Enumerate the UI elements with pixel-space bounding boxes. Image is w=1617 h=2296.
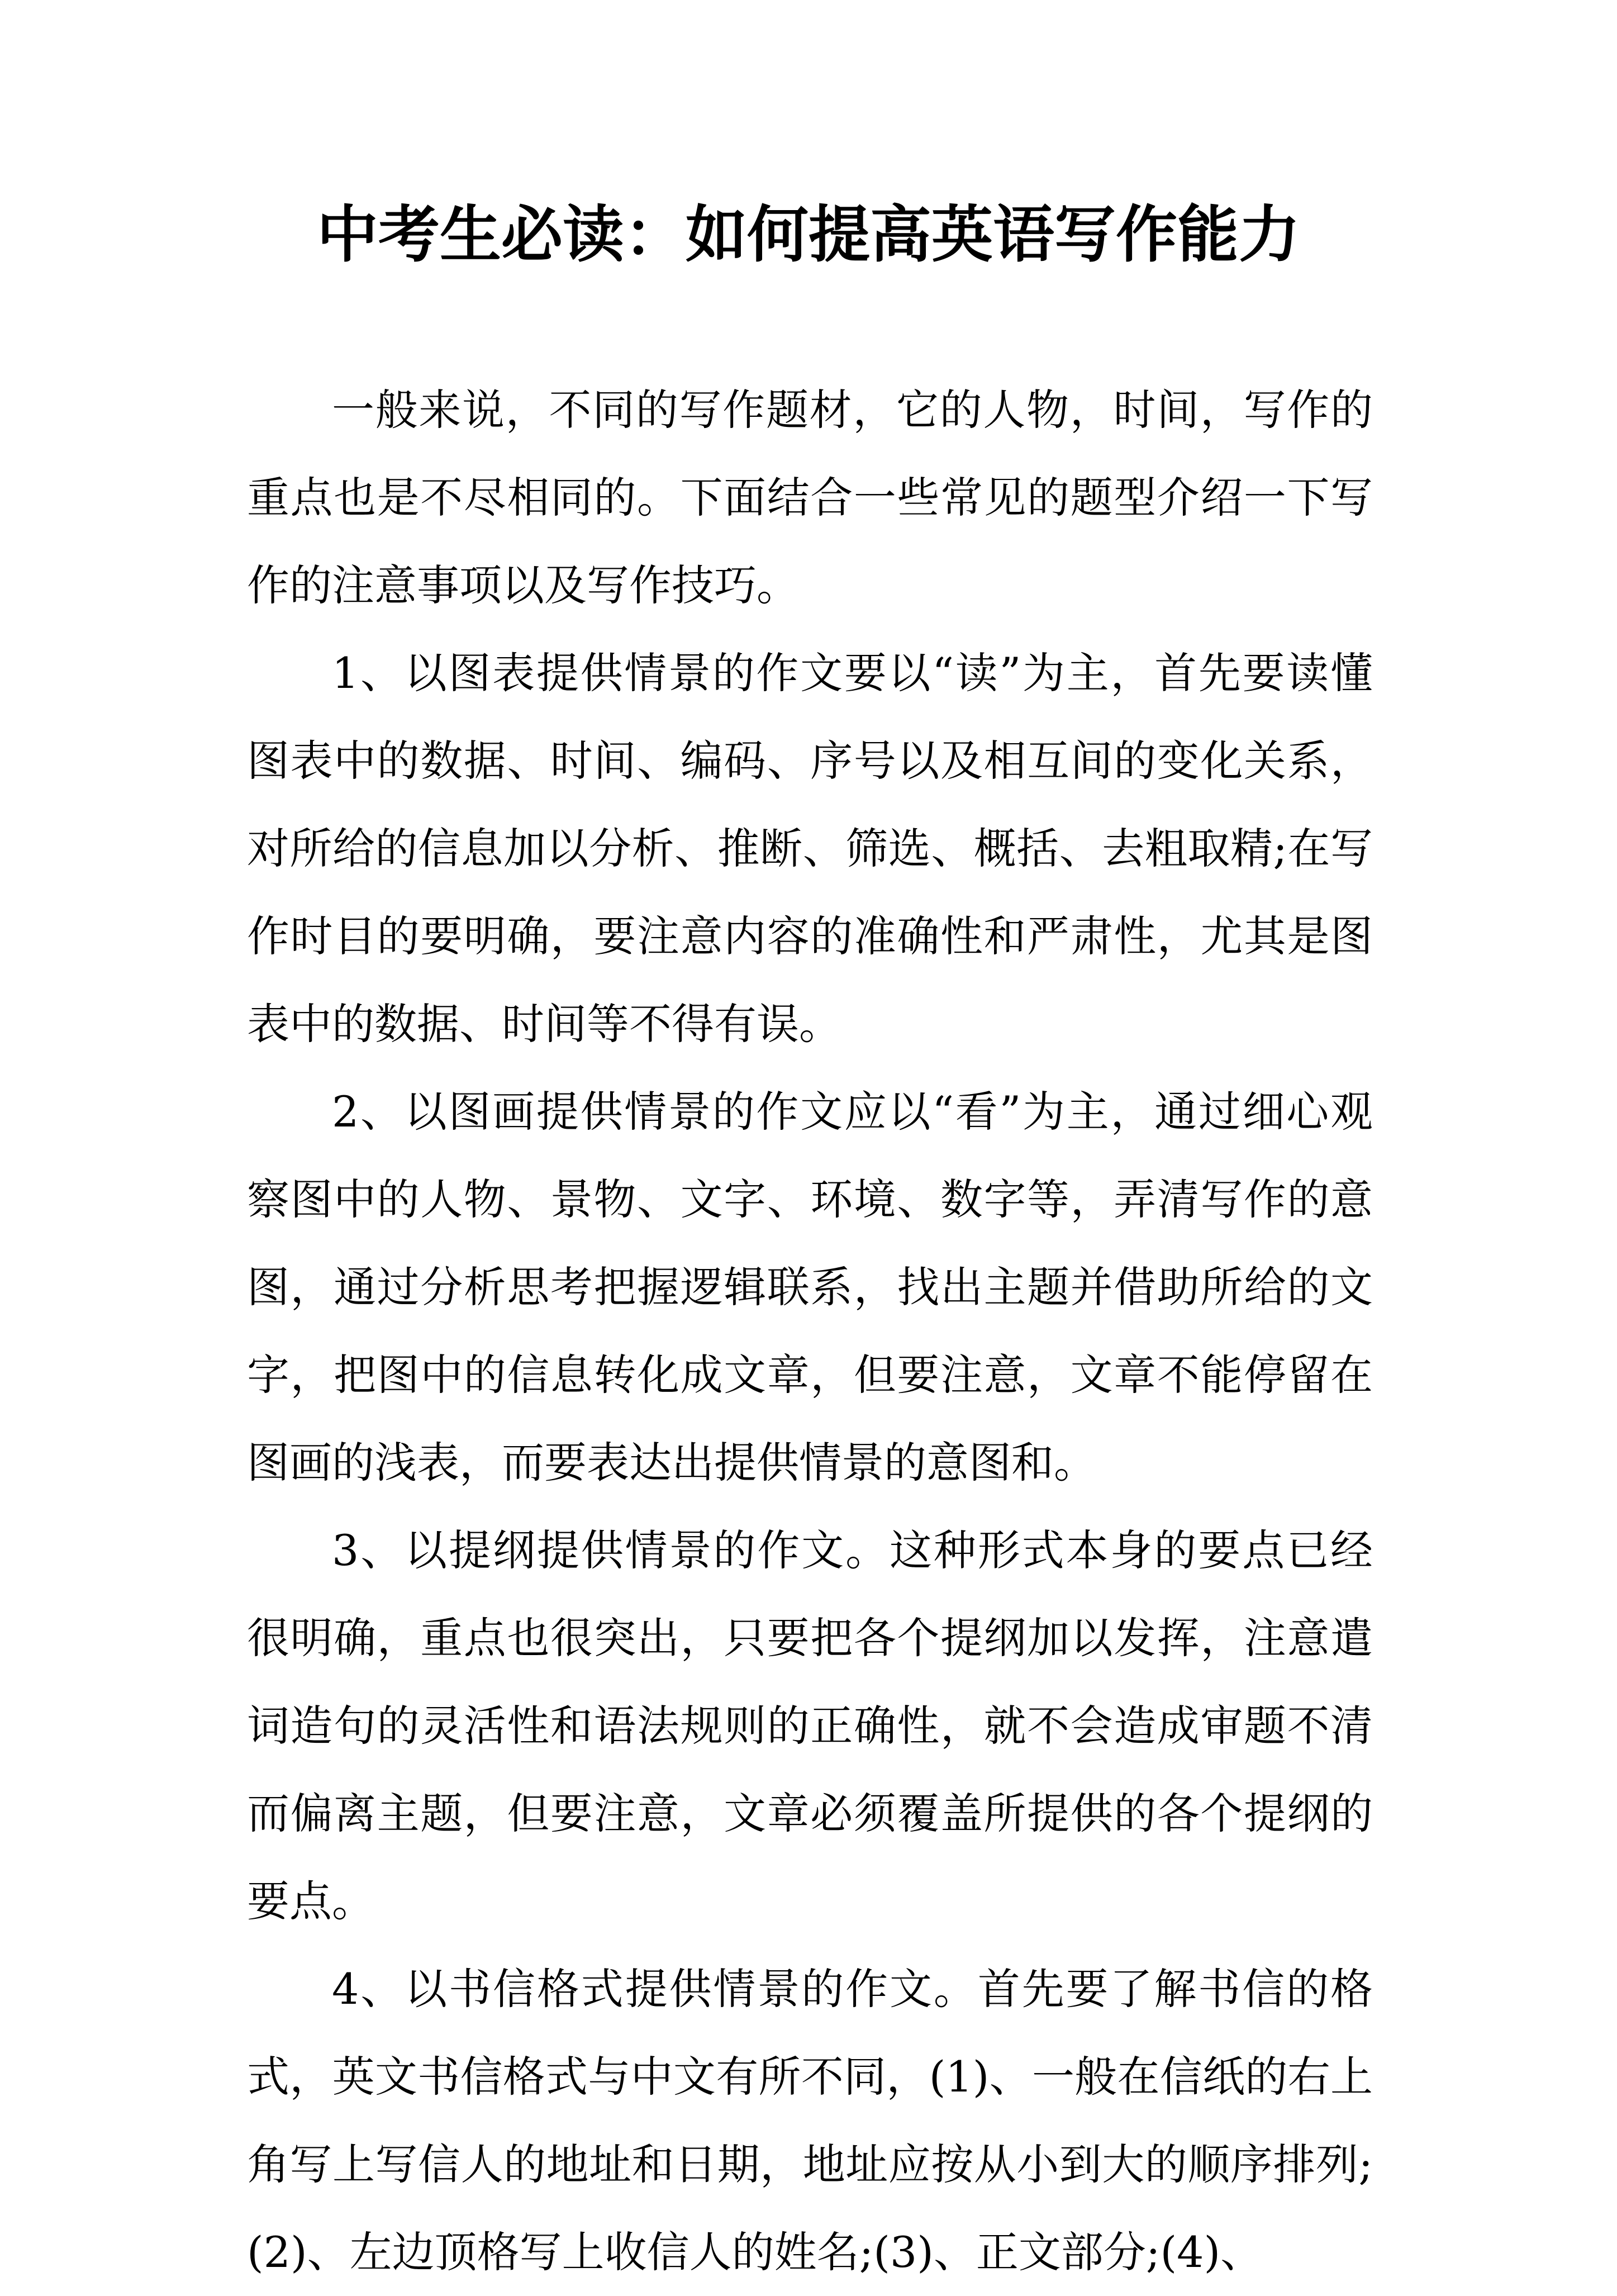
paragraph-letter-essay: 4、以书信格式提供情景的作文。首先要了解书信的格式，英文书信格式与中文有所不同，(1)、一般在信纸的右上角写上写信人的地址和日期，地址应按从小到大的顺序排列;(2)、左边顶格写上收信人的姓名;(3)、正文部分;(4)、: [247, 1964, 1373, 2277]
paragraph-chart-essay: 1、以图表提供情景的作文要以“读”为主，首先要读懂图表中的数据、时间、编码、序号以及相互间的变化关系，对所给的信息加以分析、推断、筛选、概括、去粗取精;在写作时目的要明确，要注意内容的准确性和严肃性，尤其是图表中的数据、时间等不得有误。: [247, 648, 1373, 1049]
paragraph-outline-essay: 3、以提纲提供情景的作文。这种形式本身的要点已经很明确，重点也很突出，只要把各个提纲加以发挥，注意遣词造句的灵活性和语法规则的正确性，就不会造成审题不清而偏离主题，但要注意，文章必须覆盖所提供的各个提纲的要点。: [247, 1525, 1373, 1926]
document-title: 中考生必读：如何提高英语写作能力: [317, 198, 1300, 270]
paragraph-intro: 一般来说，不同的写作题材，它的人物，时间，写作的重点也是不尽相同的。下面结合一些常见的题型介绍一下写作的注意事项以及写作技巧。: [247, 385, 1373, 610]
document-body: [247, 366, 1373, 2296]
paragraph-picture-essay: 2、以图画提供情景的作文应以“看”为主，通过细心观察图中的人物、景物、文字、环境、数字等，弄清写作的意图，通过分析思考把握逻辑联系，找出主题并借助所给的文字，把图中的信息转化成文章，但要注意，文章不能停留在图画的浅表，而要表达出提供情景的意图和。: [247, 1087, 1373, 1487]
